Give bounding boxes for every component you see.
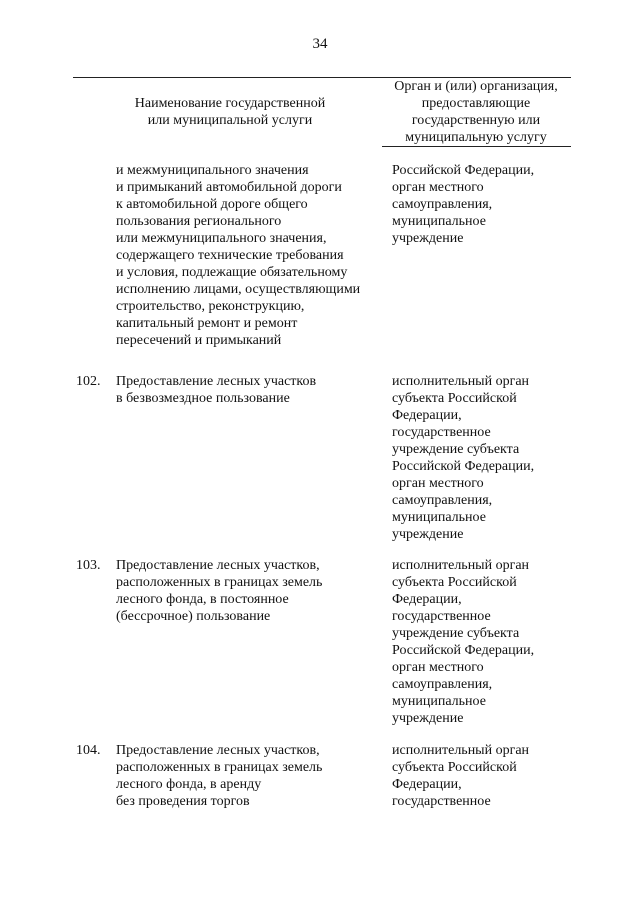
- row-service-name-line: и условия, подлежащие обязательному: [116, 265, 348, 280]
- header-organization-line: Орган и (или) организация,: [394, 79, 558, 94]
- row-service-name-line: без проведения торгов: [116, 794, 250, 809]
- row-organization-line: субъекта Российской: [392, 391, 517, 406]
- row-service-name-line: в безвозмездное пользование: [116, 391, 290, 406]
- header-service-name-line: или муниципальной услуги: [147, 113, 313, 128]
- row-organization-line: Российской Федерации,: [392, 459, 535, 474]
- row-organization-line: Российской Федерации,: [392, 643, 535, 658]
- page-number: 34: [312, 36, 328, 52]
- row-service-name-line: лесного фонда, в постоянное: [116, 592, 289, 607]
- row-service-name-line: содержащего технические требования: [116, 248, 344, 263]
- header-organization: [377, 78, 575, 146]
- row-organization-line: муниципальное: [392, 214, 486, 229]
- header-organization-line: государственную или: [411, 113, 541, 128]
- row-service-name-line: пересечений и примыканий: [116, 333, 282, 348]
- row-organization: [392, 742, 582, 810]
- header-service-name-line: Наименование государственной: [134, 96, 326, 111]
- row-service-name-line: капитальный ремонт и ремонт: [116, 316, 298, 331]
- row-organization-line: государственное: [392, 609, 491, 624]
- row-organization-line: муниципальное: [392, 694, 486, 709]
- row-organization-line: орган местного: [392, 476, 484, 491]
- row-organization-line: самоуправления,: [392, 493, 493, 508]
- row-organization-line: орган местного: [392, 660, 484, 675]
- row-service-name-line: исполнению лицами, осуществляющими: [116, 282, 361, 297]
- row-service-name-line: к автомобильной дороге общего: [116, 197, 308, 212]
- row-organization-line: субъекта Российской: [392, 575, 517, 590]
- row-organization-line: самоуправления,: [392, 677, 493, 692]
- row-organization-line: учреждение: [392, 231, 464, 246]
- header-service-name: [100, 95, 360, 129]
- header-organization-line: предоставляющие: [421, 96, 531, 111]
- row-service-name-line: пользования регионального: [116, 214, 282, 229]
- row-service-name: [116, 742, 381, 810]
- row-organization-line: учреждение субъекта: [392, 442, 520, 457]
- row-service-name-line: Предоставление лесных участков,: [116, 743, 320, 758]
- row-organization-line: Федерации,: [392, 592, 462, 607]
- row-service-name-line: или межмуниципального значения,: [116, 231, 327, 246]
- row-service-name-line: Предоставление лесных участков: [116, 374, 317, 389]
- row-service-name-line: лесного фонда, в аренду: [116, 777, 262, 792]
- row-organization-line: Федерации,: [392, 777, 462, 792]
- row-organization-line: учреждение: [392, 527, 464, 542]
- row-organization-line: исполнительный орган: [392, 743, 530, 758]
- row-service-name-line: расположенных в границах земель: [116, 760, 323, 775]
- row-organization-line: учреждение субъекта: [392, 626, 520, 641]
- row-organization: [392, 162, 582, 247]
- row-organization-line: государственное: [392, 794, 491, 809]
- row-organization-line: государственное: [392, 425, 491, 440]
- row-service-name: [116, 557, 381, 625]
- row-service-name-line: и межмуниципального значения: [116, 163, 309, 178]
- row-service-name-line: Предоставление лесных участков,: [116, 558, 320, 573]
- row-service-name-line: (бессрочное) пользование: [116, 609, 271, 624]
- header-organization-line: муниципальную услугу: [405, 130, 547, 145]
- row-organization: [392, 373, 582, 543]
- row-organization-line: исполнительный орган: [392, 558, 530, 573]
- row-service-name-line: и примыканий автомобильной дороги: [116, 180, 342, 195]
- header-bottom-rule: [382, 146, 571, 147]
- row-organization-line: Федерации,: [392, 408, 462, 423]
- row-service-name: [116, 162, 381, 349]
- row-organization-line: муниципальное: [392, 510, 486, 525]
- row-organization-line: учреждение: [392, 711, 464, 726]
- row-organization-line: Российской Федерации,: [392, 163, 535, 178]
- row-organization-line: исполнительный орган: [392, 374, 530, 389]
- row-organization: [392, 557, 582, 727]
- row-organization-line: субъекта Российской: [392, 760, 517, 775]
- row-organization-line: орган местного: [392, 180, 484, 195]
- row-organization-line: самоуправления,: [392, 197, 493, 212]
- row-number: 104.: [76, 743, 101, 758]
- row-service-name-line: расположенных в границах земель: [116, 575, 323, 590]
- row-service-name-line: строительство, реконструкцию,: [116, 299, 305, 314]
- row-number: 103.: [76, 558, 101, 573]
- row-service-name: [116, 373, 381, 407]
- row-number: 102.: [76, 374, 101, 389]
